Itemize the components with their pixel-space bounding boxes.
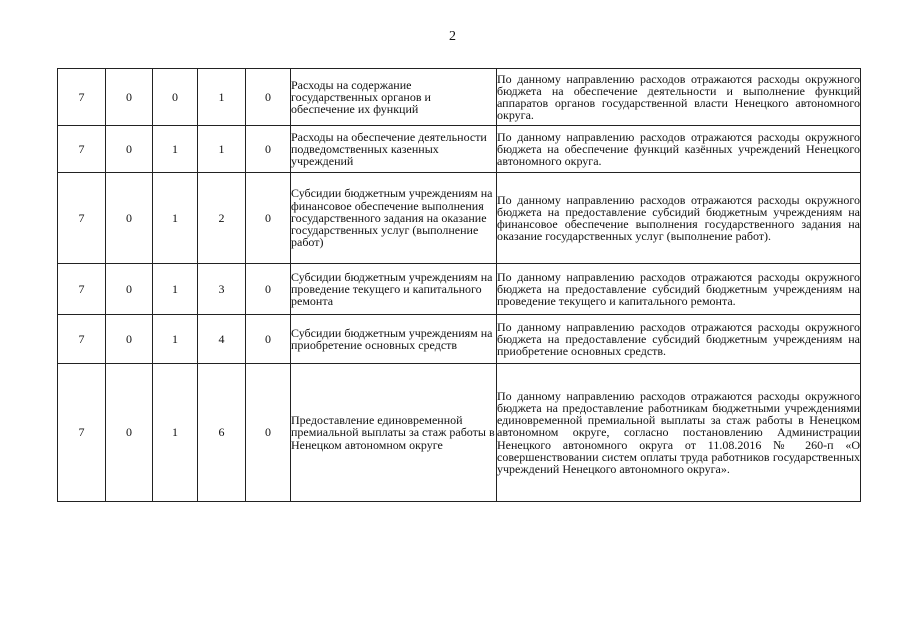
code-cell: 2 <box>198 173 246 264</box>
code-cell: 1 <box>153 173 198 264</box>
code-cell: 0 <box>246 69 291 126</box>
expense-name-cell: Субсидии бюджетным учреждениям на финансовое обеспечение выполнения государственного задания на оказание государственных услуг (выполнение работ) <box>291 173 497 264</box>
budget-classification-table <box>57 68 861 502</box>
code-cell: 0 <box>246 126 291 173</box>
code-cell: 0 <box>246 364 291 502</box>
code-cell: 0 <box>106 264 153 315</box>
code-cell: 0 <box>106 315 153 364</box>
code-cell: 1 <box>153 126 198 173</box>
table-row <box>58 315 861 364</box>
code-cell: 6 <box>198 364 246 502</box>
expense-name-cell: Предоставление единовременной премиальной выплаты за стаж работы в Ненецком автономном округе <box>291 364 497 502</box>
code-cell: 0 <box>153 69 198 126</box>
table-row <box>58 364 861 502</box>
code-cell: 7 <box>58 364 106 502</box>
table-row <box>58 69 861 126</box>
code-cell: 0 <box>106 126 153 173</box>
expense-description-cell: По данному направлению расходов отражаются расходы окружного бюджета на обеспечение функций казённых учреждений Ненецкого автономного округа. <box>497 126 861 173</box>
table-row <box>58 173 861 264</box>
code-cell: 0 <box>106 173 153 264</box>
code-cell: 1 <box>153 364 198 502</box>
code-cell: 7 <box>58 173 106 264</box>
code-cell: 3 <box>198 264 246 315</box>
code-cell: 7 <box>58 126 106 173</box>
code-cell: 7 <box>58 69 106 126</box>
code-cell: 0 <box>246 173 291 264</box>
expense-name-cell: Расходы на содержание государственных органов и обеспечение их функций <box>291 69 497 126</box>
expense-description-cell: По данному направлению расходов отражаются расходы окружного бюджета на предоставление субсидий бюджетным учреждениям на финансовое обеспечение выполнения государственного задания на оказание государственных услуг (выполнение работ). <box>497 173 861 264</box>
expense-description-cell: По данному направлению расходов отражаются расходы окружного бюджета на предоставление работникам бюджетными учреждениями единовременной премиальной выплаты за стаж работы в Ненецком автономном округе, согласно постановлению Администрации Ненецкого автономного округа от 11.08.2016 № 260-п «О совершенствовании систем оплаты труда работников государственных учреждений Ненецкого автономного округа». <box>497 364 861 502</box>
code-cell: 1 <box>198 69 246 126</box>
code-cell: 4 <box>198 315 246 364</box>
expense-description-cell: По данному направлению расходов отражаются расходы окружного бюджета на предоставление субсидий бюджетным учреждениям на проведение текущего и капитального ремонта. <box>497 264 861 315</box>
code-cell: 1 <box>153 315 198 364</box>
table-row <box>58 126 861 173</box>
expense-name-cell: Расходы на обеспечение деятельности подведомственных казенных учреждений <box>291 126 497 173</box>
code-cell: 0 <box>246 264 291 315</box>
code-cell: 0 <box>246 315 291 364</box>
page-number: 2 <box>449 29 456 44</box>
expense-name-cell: Субсидии бюджетным учреждениям на приобретение основных средств <box>291 315 497 364</box>
expense-description-cell: По данному направлению расходов отражаются расходы окружного бюджета на обеспечение деятельности и выполнение функций аппаратов органов государственной власти Ненецкого автономного округа. <box>497 69 861 126</box>
code-cell: 0 <box>106 69 153 126</box>
code-cell: 7 <box>58 315 106 364</box>
expense-name-cell: Субсидии бюджетным учреждениям на проведение текущего и капитального ремонта <box>291 264 497 315</box>
expense-description-cell: По данному направлению расходов отражаются расходы окружного бюджета на предоставление субсидий бюджетным учреждениям на приобретение основных средств. <box>497 315 861 364</box>
code-cell: 1 <box>198 126 246 173</box>
code-cell: 7 <box>58 264 106 315</box>
table-row <box>58 264 861 315</box>
code-cell: 0 <box>106 364 153 502</box>
code-cell: 1 <box>153 264 198 315</box>
